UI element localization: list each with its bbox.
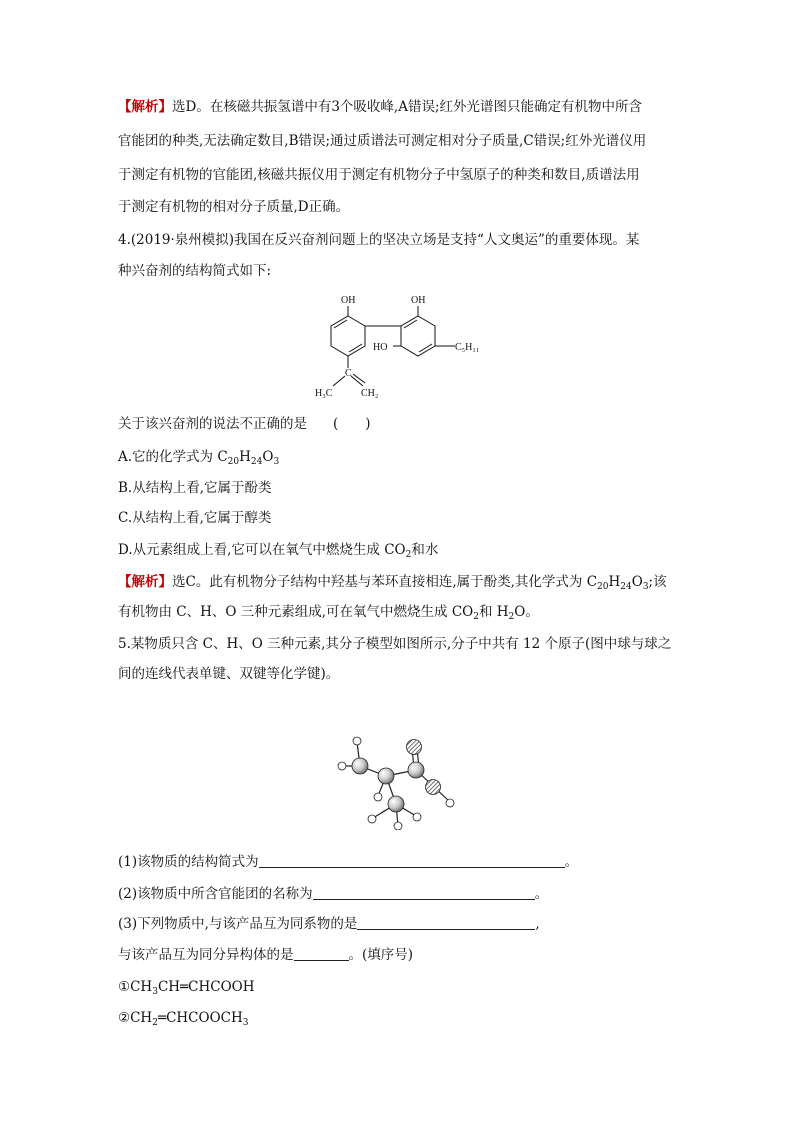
- analysis-3-line-3: 于测定有机物的官能团,核磁共振仪用于测定有机物分子中氢原子的种类和数目,质谱法用: [118, 167, 640, 183]
- answer-blank-1[interactable]: [259, 853, 565, 868]
- o-atom: [407, 740, 422, 755]
- h-atom: [353, 737, 361, 745]
- analysis-tag: 【解析】: [118, 99, 172, 115]
- c-atom: [352, 758, 368, 774]
- question-5-line-2: 间的连线代表单键、双键等化学键)。: [118, 666, 340, 682]
- option-b: B.从结构上看,它属于酚类: [118, 480, 272, 496]
- answer-blank-2[interactable]: [313, 885, 535, 900]
- c5h11-label: C₅H₁₁: [455, 342, 480, 353]
- ho-label: HO: [373, 342, 388, 353]
- analysis-3-line-4: 于测定有机物的相对分子质量,D正确。: [118, 199, 350, 215]
- answer-paren: ( ): [333, 416, 371, 432]
- oh-left-label: OH: [341, 295, 356, 306]
- answer-blank-3b[interactable]: [294, 946, 349, 961]
- question-4-stem: 关于该兴奋剂的说法不正确的是 ( ): [118, 416, 371, 432]
- h3c-label: H₃C: [315, 388, 333, 399]
- option-c: C.从结构上看,它属于醇类: [118, 510, 272, 526]
- option-d: D.从元素组成上看,它可以在氧气中燃烧生成 $CO_2$和水: [118, 542, 439, 560]
- c-atom: [388, 796, 404, 812]
- o-atom: [426, 780, 441, 795]
- structure-svg: [305, 288, 495, 406]
- choice-2: $②CH_2═CHCOOCH_3$: [118, 1010, 249, 1028]
- c-label: C: [345, 368, 352, 379]
- question-4-line-1: 4.(2019·泉州模拟)我国在反兴奋剂问题上的坚决立场是支持“人文奥运”的重要体现。某: [118, 232, 640, 248]
- answer-blank-3a[interactable]: [357, 915, 535, 930]
- analysis-tag: 【解析】: [118, 574, 172, 590]
- question-5-line-1: 5.某物质只含 C、H、O 三种元素,其分子模型如图所示,分子中共有 12 个原子(图中球与球之: [118, 636, 672, 652]
- analysis-3-line-1: 【解析】选D。在核磁共振氢谱中有3个吸收峰,A错误;红外光谱图只能确定有机物中所含: [118, 99, 643, 115]
- sub-question-1: (1)该物质的结构简式为 。: [118, 854, 579, 870]
- question-4-line-2: 种兴奋剂的结构简式如下:: [118, 263, 272, 279]
- analysis-4-line-2: 有机物由 C、H、O 三种元素组成,可在氧气中燃烧生成 $CO_2$和 $H_2O$。: [118, 604, 539, 622]
- h-atom: [374, 793, 382, 801]
- c-atom: [378, 768, 394, 784]
- molecule-svg: [326, 728, 466, 830]
- sub-question-2: (2)该物质中所含官能团的名称为 。: [118, 886, 549, 902]
- h-atom: [446, 799, 454, 807]
- oh-right-label: OH: [411, 295, 426, 306]
- ch2-label: CH₂: [361, 388, 379, 399]
- analysis-3-line-2: 官能团的种类,无法确定数目,B错误;通过质谱法可测定相对分子质量,C错误;红外光谱仪用: [118, 133, 647, 149]
- h-atom: [368, 815, 376, 823]
- structural-formula-figure: [305, 288, 495, 410]
- h-atom: [394, 822, 402, 830]
- h-atom: [413, 813, 421, 821]
- sub-question-3b: 与该产品互为同分异构体的是 。(填序号): [118, 947, 414, 963]
- sub-question-3: (3)下列物质中,与该产品互为同系物的是 ,: [118, 916, 540, 932]
- h-atom: [338, 762, 346, 770]
- c-atom: [408, 762, 424, 778]
- option-a: A.它的化学式为 $C_{20}H_{24}O_3$: [118, 449, 280, 467]
- molecule-model-figure: [326, 728, 466, 834]
- analysis-4-line-1: 【解析】选C。此有机物分子结构中羟基与苯环直接相连,属于酚类,其化学式为 $C_{20}H_{24}O_3$;该: [118, 574, 667, 592]
- choice-1: $①CH_3CH═CHCOOH$: [118, 979, 255, 997]
